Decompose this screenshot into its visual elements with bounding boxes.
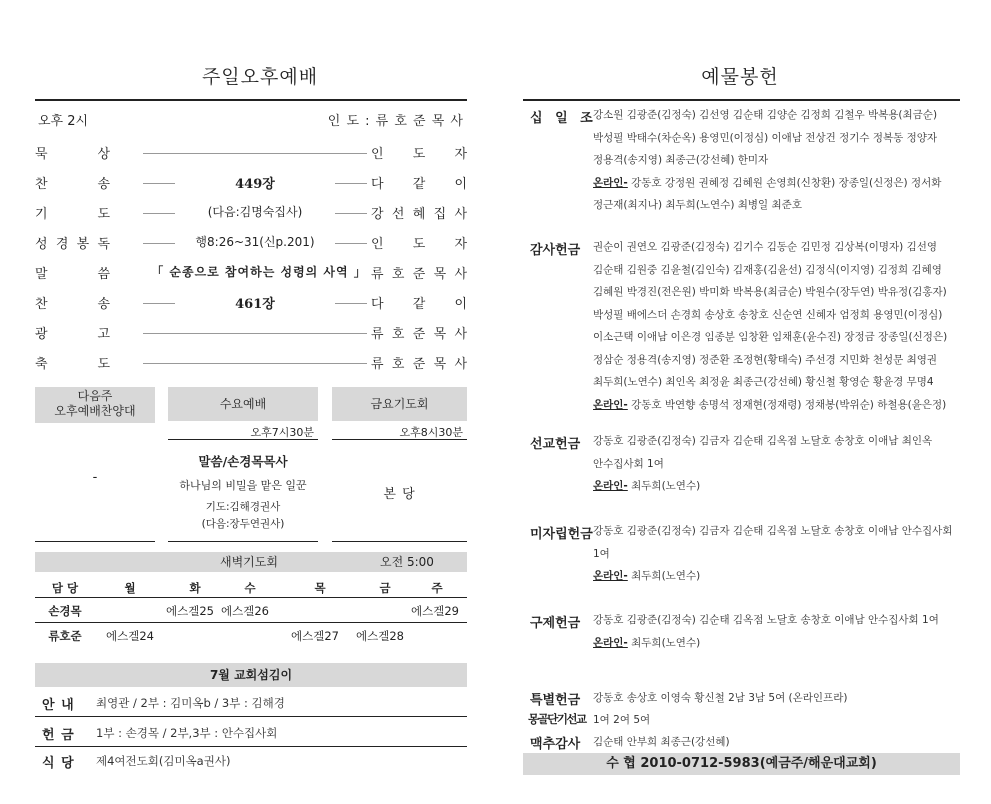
order-label (35, 263, 110, 282)
order-label-char: 광 (35, 327, 48, 342)
offering-names (593, 236, 958, 416)
order-label-char: 상 (97, 147, 110, 162)
order-who-char: 자 (454, 147, 467, 162)
order-row (35, 323, 467, 343)
online-line (593, 565, 958, 588)
order-label-char: 봉 (76, 237, 90, 252)
duty-rule (35, 716, 467, 717)
order-leader-line (143, 153, 367, 154)
online-label: 온라인- (593, 480, 628, 492)
special-value: 1여 2여 5여 (593, 714, 651, 726)
offering-line: 김혜원 박경진(전은원) 박미화 박복용(최금순) 박원수(장두연) 박유정(김홍자) (593, 286, 947, 298)
order-leader-line (143, 363, 367, 364)
special-label: 특별헌금 (530, 693, 581, 708)
order-label-char: 축 (35, 357, 48, 372)
offering-line: 박성필 배에스더 손경희 송상호 송창호 신순연 신혜자 엄정희 용영민(이정심) (593, 308, 943, 321)
duty-label: 헌 금 (42, 728, 75, 743)
order-row (35, 293, 467, 313)
duty-value: 최영관 / 2부 : 김미옥b / 3부 : 김해경 (96, 696, 285, 710)
dawn-cell: 목 (314, 581, 326, 595)
order-content: 「 순종으로 참여하는 성령의 사역 」 (143, 263, 375, 280)
order-who-char: 호 (391, 267, 405, 282)
offering-names (593, 104, 958, 217)
order-who-char: 목 (433, 357, 447, 372)
order-who (371, 323, 467, 342)
order-label-char: 독 (97, 237, 110, 252)
offering-line: 1여 (593, 547, 610, 560)
duty-rule (35, 746, 467, 747)
order-who-char: 준 (412, 357, 426, 372)
wed-time-rule (168, 439, 318, 440)
order-label (35, 143, 110, 162)
left-title: 주일오후예배 (201, 66, 319, 88)
offering-label: 미자립헌금 (530, 527, 593, 542)
offering-names (593, 430, 958, 498)
offering-line: 정삼순 정용격(송지영) 정준환 조정현(황태숙) 주선경 지민화 천성문 최영권 (593, 353, 938, 366)
wed-bottom-rule (168, 541, 318, 542)
dawn-cell: 에스겔27 (291, 629, 339, 643)
offering-label: 감사헌금 (530, 243, 581, 258)
fri-time: 오후8시30분 (399, 426, 463, 439)
order-label (35, 173, 110, 192)
order-who-char: 집 (433, 207, 447, 222)
duty-value: 제4여전도회(김미옥a권사) (96, 754, 231, 768)
order-label (35, 353, 110, 372)
offering-line: 강동호 김광준(김정숙) 김금자 김순태 김옥점 노달호 송창호 이애남 최인옥 (593, 435, 933, 447)
special-label: 몽골단기선교 (528, 712, 586, 726)
order-label-char: 씀 (97, 267, 110, 282)
order-who (371, 203, 467, 222)
dawn-cell: 에스겔28 (356, 629, 404, 643)
order-label-char: 송 (97, 297, 110, 312)
order-who-char: 혜 (412, 207, 426, 222)
online-line (593, 394, 958, 417)
dawn-header (35, 552, 467, 572)
dawn-cell: 수 (244, 581, 256, 595)
order-label-char: 도 (97, 357, 110, 372)
choir-header-line1: 다음주 (77, 389, 113, 403)
order-who-char: 준 (412, 267, 426, 282)
choir-value: - (92, 470, 98, 485)
order-who-char: 자 (454, 237, 467, 252)
order-label-char: 고 (97, 327, 110, 342)
order-who-char: 같 (412, 297, 426, 312)
order-who-char: 인 (371, 237, 384, 252)
choir-header (35, 387, 155, 423)
order-label-char: 송 (97, 177, 110, 192)
order-label (35, 233, 110, 252)
service-time: 오후 2시 (38, 114, 89, 129)
account-bar (523, 753, 960, 775)
online-names: 강동호 박연향 송명석 정재현(정재령) 정채봉(박위순) 하철용(윤은정) (627, 398, 947, 411)
wed-title: 말씀/손경목목사 (198, 454, 288, 469)
order-label-char: 말 (35, 267, 48, 282)
order-who-char: 다 (371, 177, 384, 192)
order-label-char: 묵 (35, 147, 48, 162)
dawn-cell: 담 당 (51, 581, 79, 595)
dawn-cell: 에스겔25 (166, 604, 214, 618)
dawn-cell: 에스겔29 (411, 604, 459, 618)
order-who-char: 류 (371, 267, 384, 282)
right-title: 예물봉헌 (701, 66, 779, 88)
offering-names (593, 520, 958, 588)
offering-label: 십 일 조 (530, 111, 597, 126)
offering-line: 강소원 김광준(김정숙) 김선영 김순태 김양순 김정희 김철우 박복용(최금순) (593, 109, 938, 121)
order-label-char: 도 (97, 207, 110, 222)
choir-header-line2: 오후예배찬양대 (54, 404, 136, 418)
service-leader: 인 도 : 류 호 준 목 사 (327, 114, 464, 129)
online-names: 최두희(노연수) (627, 480, 701, 492)
wed-sermon: 하나님의 비밀을 맡은 일꾼 (179, 479, 307, 492)
order-who-char: 사 (454, 207, 467, 222)
dawn-cell: 금 (379, 581, 391, 595)
dawn-cell: 주 (431, 581, 443, 595)
order-leader-line (143, 333, 367, 334)
fri-time-rule (332, 439, 467, 440)
dawn-cell: 에스겔24 (106, 629, 154, 643)
wed-header: 수요예배 (168, 387, 318, 421)
dawn-cell: 류호준 (48, 629, 82, 643)
wed-prayer: 기도:김해경권사 (205, 501, 281, 513)
order-who-char: 류 (371, 357, 384, 372)
offering-line: 박성필 박태수(차순옥) 용영민(이정심) 이애남 전상건 정기수 정복동 정양자 (593, 131, 938, 144)
account-text: 수 협 2010-0712-5983(예금주/해운대교회) (606, 756, 877, 771)
order-content: 461장 (175, 293, 335, 312)
online-line (593, 172, 958, 195)
offering-line: 안수집사회 1여 (593, 457, 664, 470)
order-who-char: 류 (371, 327, 384, 342)
order-who-char: 사 (454, 267, 467, 282)
order-content: 행8:26~31(신p.201) (175, 233, 335, 250)
order-who-char: 다 (371, 297, 384, 312)
order-label-char: 경 (55, 237, 69, 252)
order-who-char: 이 (454, 177, 467, 192)
dawn-row (35, 623, 467, 647)
order-content: 449장 (175, 173, 335, 192)
online-label: 온라인- (593, 176, 628, 189)
order-who-char: 목 (433, 267, 447, 282)
offering-line: 강동호 김광준(김정숙) 김금자 김순태 김옥점 노달호 송창호 이애남 안수집사회 (593, 525, 953, 537)
dawn-row (35, 598, 467, 622)
dawn-cell: 에스겔26 (221, 604, 269, 618)
order-who-char: 인 (371, 147, 384, 162)
fri-body: 본 당 (383, 487, 416, 502)
fri-bottom-rule (332, 541, 467, 542)
offering-line: 이소근택 이애남 이은경 임종분 임창환 임채훈(윤수진) 장정금 장종일(신정은) (593, 331, 948, 343)
order-who (371, 263, 467, 282)
order-who-char: 강 (371, 207, 384, 222)
order-who-char: 사 (454, 327, 467, 342)
order-label (35, 323, 110, 342)
order-who (371, 143, 467, 162)
special-value: 강동호 송상호 이영숙 황신철 2남 3남 5여 (온라인프라) (593, 692, 848, 704)
online-names: 강동호 강정원 권혜정 김혜원 손영희(신창환) 장종일(신정은) 정서화 (627, 176, 942, 189)
order-who-char: 호 (391, 357, 405, 372)
offering-names (593, 609, 958, 654)
order-label (35, 203, 110, 222)
offering-label: 선교헌금 (530, 437, 581, 452)
offering-line: 권순이 권연오 김광준(김정숙) 김기수 김동순 김민정 김상복(이명자) 김선영 (593, 241, 938, 253)
choir-bottom-rule (35, 541, 155, 542)
order-content: (다음:김명숙집사) (175, 203, 335, 220)
order-label (35, 293, 110, 312)
duty-label: 안 내 (42, 698, 75, 713)
order-who (371, 293, 467, 312)
order-row (35, 233, 467, 253)
wed-time: 오후7시30분 (250, 426, 314, 439)
order-label-char: 성 (35, 237, 48, 252)
order-who (371, 233, 467, 252)
order-who-char: 선 (391, 207, 405, 222)
duty-value: 1부 : 손경목 / 2부,3부 : 안수집사회 (96, 726, 278, 740)
duty-header: 7월 교회섬김이 (35, 663, 467, 687)
offering-line: 정근재(최지나) 최두희(노연수) 최병일 최준호 (593, 199, 802, 211)
online-line (593, 475, 958, 498)
offering-line: 김순태 김원중 김윤철(김인숙) 김재홍(김윤선) 김정식(이지영) 김정희 김혜영 (593, 263, 942, 276)
offering-line: 정용격(송지영) 최종근(강선혜) 한미자 (593, 154, 769, 166)
dawn-table (35, 575, 467, 647)
order-who-char: 목 (433, 327, 447, 342)
order-row (35, 203, 467, 223)
order-who-char: 이 (454, 297, 467, 312)
order-label-char: 찬 (35, 177, 48, 192)
dawn-cell: 화 (189, 581, 201, 595)
online-label: 온라인- (593, 636, 628, 649)
fri-header: 금요기도회 (332, 387, 467, 421)
order-who (371, 173, 467, 192)
dawn-cell: 월 (124, 581, 136, 595)
dawn-time: 오전 5:00 (380, 555, 434, 569)
duty-label: 식 당 (42, 756, 75, 771)
online-label: 온라인- (593, 398, 628, 411)
dawn-cell: 손경목 (48, 604, 82, 618)
order-who-char: 도 (412, 237, 426, 252)
order-label-char: 찬 (35, 297, 48, 312)
offering-line: 최두희(노연수) 최인옥 최정윤 최종근(강선혜) 황신철 황영순 황윤경 무명4 (593, 376, 934, 388)
special-label: 맥추감사 (530, 737, 581, 752)
online-names: 최두희(노연수) (627, 636, 701, 649)
special-value: 김순태 안부희 최종근(강선혜) (593, 736, 730, 748)
offering-label: 구제헌금 (530, 616, 581, 631)
dawn-columns (35, 575, 467, 597)
order-who-char: 사 (454, 357, 467, 372)
online-names: 최두희(노연수) (627, 570, 701, 582)
offering-line: 강동호 김광준(김정숙) 김순태 김옥점 노달호 송창호 이애남 안수집사회 1여 (593, 614, 939, 626)
order-who-char: 도 (412, 147, 426, 162)
order-row (35, 143, 467, 163)
right-title-rule (523, 99, 960, 101)
order-who-char: 준 (412, 327, 426, 342)
order-row (35, 173, 467, 193)
online-line (593, 632, 958, 655)
dawn-title: 새벽기도회 (220, 555, 278, 569)
left-title-rule (35, 99, 467, 101)
order-row (35, 263, 467, 283)
order-who-char: 같 (412, 177, 426, 192)
order-who-char: 호 (391, 327, 405, 342)
order-row (35, 353, 467, 373)
order-label-char: 기 (35, 207, 48, 222)
order-who (371, 353, 467, 372)
online-label: 온라인- (593, 570, 628, 582)
wed-next: (다음:장두연권사) (201, 518, 285, 530)
